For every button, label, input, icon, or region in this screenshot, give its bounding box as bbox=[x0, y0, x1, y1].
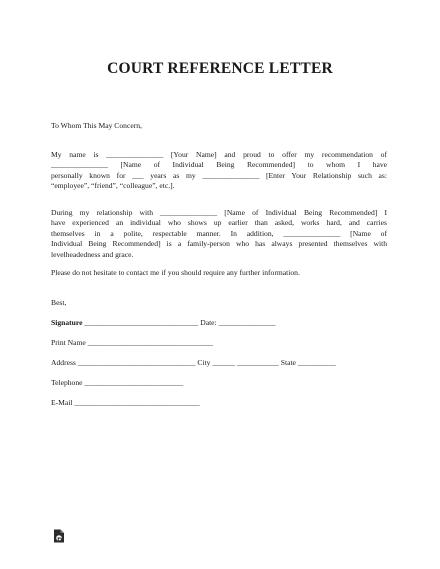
text-line: have experienced an individual who shows up earlier than asked, works hard, and carries bbox=[51, 218, 387, 228]
signature-label: Signature bbox=[51, 318, 83, 327]
print-name-row bbox=[51, 338, 213, 348]
email-line[interactable]: _________________________________ bbox=[72, 398, 200, 407]
text-line: _______________ [Name of Individual Being Recommended] to whom I have bbox=[51, 160, 387, 170]
date-line[interactable]: _______________ bbox=[216, 318, 276, 327]
state-line[interactable]: __________ bbox=[295, 358, 336, 367]
text-line: My name is _______________ [Your Name] and proud to offer my recommendation of bbox=[51, 150, 387, 159]
state-label: State bbox=[280, 358, 296, 367]
telephone-line[interactable]: __________________________ bbox=[82, 378, 184, 387]
paragraph-contact: Please do not hesitate to contact me if you should require any further information. bbox=[51, 268, 300, 277]
date-label: Date: bbox=[200, 318, 217, 327]
address-row bbox=[51, 358, 336, 368]
document-title: COURT REFERENCE LETTER bbox=[107, 60, 333, 77]
document-logo-icon bbox=[53, 529, 65, 543]
email-label: E-Mail bbox=[51, 398, 73, 407]
city-line[interactable]: ______ ___________ bbox=[210, 358, 281, 367]
print-name-label: Print Name bbox=[51, 338, 86, 347]
salutation: To Whom This May Concern, bbox=[51, 121, 142, 130]
text-line: levelheadedness and grace. bbox=[51, 249, 134, 259]
text-line: personally known for ___ years as my _______________ [Enter Your Relationship such as: bbox=[51, 170, 387, 180]
signature-row bbox=[51, 318, 276, 328]
text-line: Individual Being Recommended] is a family-person who has always presented themselves with bbox=[51, 239, 387, 249]
telephone-label: Telephone bbox=[51, 378, 83, 387]
signature-line[interactable]: ______________________________ bbox=[82, 318, 201, 327]
city-label: City bbox=[197, 358, 211, 367]
email-row bbox=[51, 398, 200, 408]
address-line[interactable]: _______________________________ bbox=[75, 358, 198, 367]
closing: Best, bbox=[51, 298, 67, 307]
paragraph-relationship bbox=[51, 208, 387, 260]
print-name-line[interactable]: _________________________________ bbox=[85, 338, 214, 347]
text-line: themselves in a polite, respectable manner. In addition, _______________ [Name of bbox=[51, 228, 387, 238]
text-line: During my relationship with _______________ [Name of Individual Being Recommended] I bbox=[51, 208, 387, 217]
telephone-row bbox=[51, 378, 183, 388]
paragraph-introduction bbox=[51, 150, 387, 192]
address-label: Address bbox=[51, 358, 76, 367]
text-line: “employee”, “friend”, “colleague”, etc.]. bbox=[51, 181, 175, 191]
